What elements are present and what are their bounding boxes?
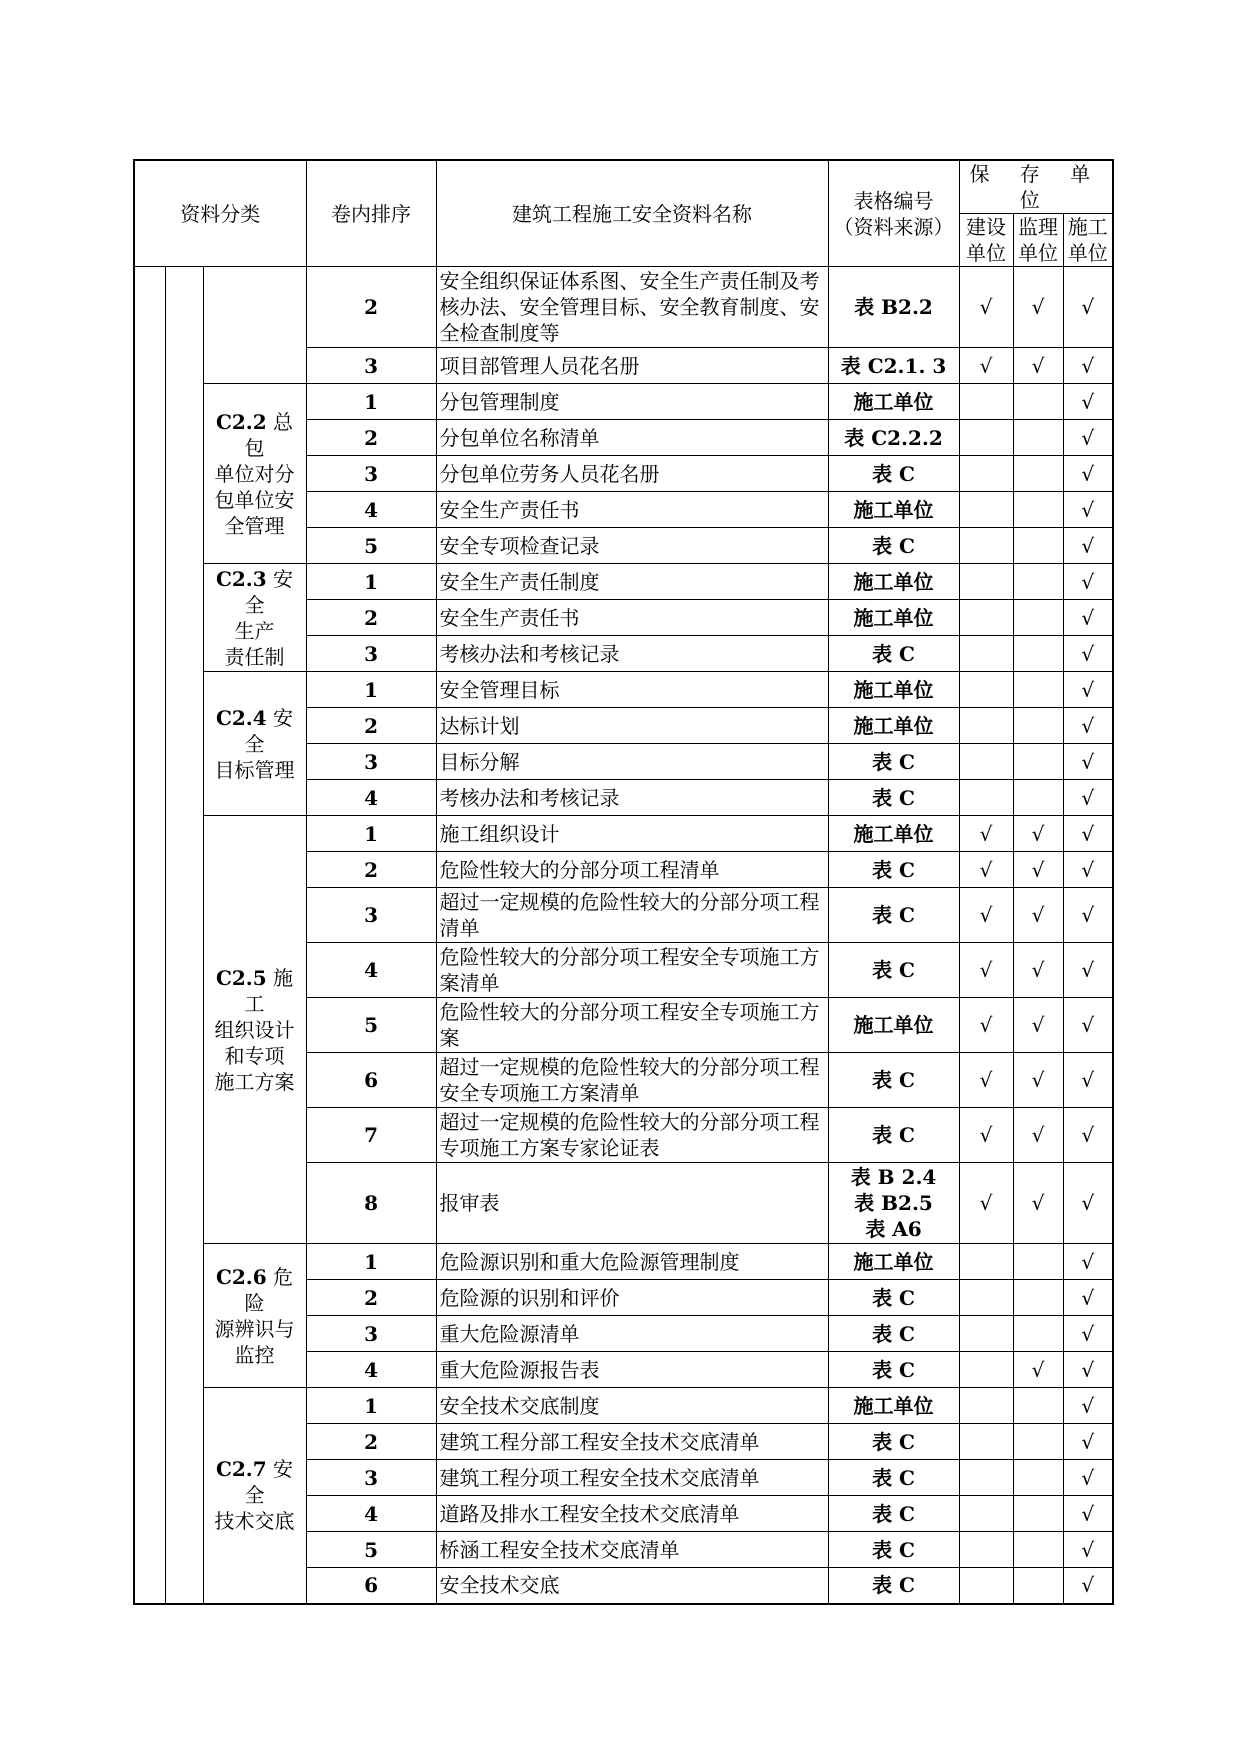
document-name: 超过一定规模的危险性较大的分部分项工程专项施工方案专家论证表 xyxy=(436,1108,828,1163)
row-number: 7 xyxy=(306,1108,436,1163)
keep-build-check: √ xyxy=(959,1053,1013,1108)
form-code-line: 表 C xyxy=(872,1501,915,1526)
keep-build-check: √ xyxy=(959,1163,1013,1244)
row-number: 1 xyxy=(306,1244,436,1280)
category-label-line: C2.6 危险 xyxy=(215,1264,294,1315)
row-number: 2 xyxy=(306,1280,436,1316)
keep-construction-check: √ xyxy=(1063,384,1113,420)
header-code xyxy=(828,160,959,267)
keep-supervision-check xyxy=(1013,384,1063,420)
form-code-line: 表 B2.5 xyxy=(854,1191,933,1215)
row-number: 3 xyxy=(306,1316,436,1352)
keep-build-check: √ xyxy=(959,943,1013,998)
document-name: 重大危险源报告表 xyxy=(436,1352,828,1388)
form-code xyxy=(828,1053,959,1108)
form-code-line: 表 B2.2 xyxy=(854,295,933,319)
keep-supervision-check: √ xyxy=(1013,888,1063,943)
row-number: 5 xyxy=(306,1532,436,1568)
form-code xyxy=(828,1280,959,1316)
form-code-line: 施工单位 xyxy=(853,1249,934,1274)
form-code xyxy=(828,600,959,636)
keep-build-check xyxy=(959,1352,1013,1388)
form-code-line: 施工单位 xyxy=(853,1013,934,1037)
header-name: 建筑工程施工安全资料名称 xyxy=(436,160,828,267)
document-name: 安全技术交底 xyxy=(436,1568,828,1604)
keep-supervision-check xyxy=(1013,1424,1063,1460)
document-name: 安全生产责任制度 xyxy=(436,564,828,600)
header-category: 资料分类 xyxy=(134,160,306,267)
keep-supervision-check xyxy=(1013,600,1063,636)
form-code-line: 表 C xyxy=(872,1573,915,1598)
document-name: 危险源识别和重大危险源管理制度 xyxy=(436,1244,828,1280)
form-code-line: 表 C xyxy=(872,641,915,666)
category-label-line: 生产 xyxy=(234,618,275,643)
document-name: 桥涵工程安全技术交底清单 xyxy=(436,1532,828,1568)
form-code-line: 施工单位 xyxy=(853,713,934,738)
keep-supervision-check xyxy=(1013,1280,1063,1316)
keep-build-check xyxy=(959,1568,1013,1604)
document-name: 超过一定规模的危险性较大的分部分项工程安全专项施工方案清单 xyxy=(436,1053,828,1108)
keep-construction-check: √ xyxy=(1063,1053,1113,1108)
table-row xyxy=(134,564,1113,600)
category-label-c26 xyxy=(203,1244,306,1388)
keep-construction-check: √ xyxy=(1063,492,1113,528)
keep-supervision-check xyxy=(1013,456,1063,492)
category-label-c24 xyxy=(203,672,306,816)
outer-category-cell xyxy=(134,267,165,1604)
form-code xyxy=(828,492,959,528)
keep-supervision-check xyxy=(1013,1316,1063,1352)
form-code-line: 表 C xyxy=(872,1537,915,1562)
keep-supervision-check xyxy=(1013,636,1063,672)
keep-supervision-check: √ xyxy=(1013,943,1063,998)
category-label-line: 包单位安 xyxy=(214,487,295,512)
row-number: 3 xyxy=(306,1460,436,1496)
form-code-line: 施工单位 xyxy=(853,821,934,846)
keep-construction-check: √ xyxy=(1063,1352,1113,1388)
document-name: 考核办法和考核记录 xyxy=(436,636,828,672)
table-row xyxy=(134,1388,1113,1424)
form-code-line: 表 A6 xyxy=(865,1217,922,1241)
keep-build-check xyxy=(959,744,1013,780)
category-code: C2.5 xyxy=(215,965,267,990)
form-code-line: 表 C xyxy=(872,1321,915,1346)
form-code xyxy=(828,672,959,708)
category-code: C2.7 xyxy=(215,1457,267,1482)
keep-supervision-check: √ xyxy=(1013,1108,1063,1163)
keep-construction-check: √ xyxy=(1063,888,1113,943)
keep-build-check: √ xyxy=(959,852,1013,888)
row-number: 4 xyxy=(306,492,436,528)
keep-supervision-check xyxy=(1013,528,1063,564)
keep-build-check xyxy=(959,636,1013,672)
form-code xyxy=(828,744,959,780)
keep-supervision-check xyxy=(1013,1496,1063,1532)
form-code-line: 表 C xyxy=(872,903,915,927)
keep-build-check: √ xyxy=(959,1108,1013,1163)
header-code-line1: 表格编号 xyxy=(853,188,934,213)
keep-construction-check: √ xyxy=(1063,816,1113,852)
keep-supervision-check xyxy=(1013,492,1063,528)
form-code xyxy=(828,1244,959,1280)
keep-construction-check: √ xyxy=(1063,943,1113,998)
keep-construction-check: √ xyxy=(1063,744,1113,780)
keep-build-check xyxy=(959,708,1013,744)
keep-build-check xyxy=(959,600,1013,636)
category-label-c22 xyxy=(203,384,306,564)
keep-supervision-check: √ xyxy=(1013,998,1063,1053)
keep-build-check xyxy=(959,384,1013,420)
document-name: 危险性较大的分部分项工程安全专项施工方案清单 xyxy=(436,943,828,998)
header-keep-supervision-line2: 单位 xyxy=(1018,241,1059,265)
form-code-line: 施工单位 xyxy=(853,389,934,414)
row-number: 8 xyxy=(306,1163,436,1244)
document-name: 项目部管理人员花名册 xyxy=(436,348,828,384)
safety-document-table xyxy=(133,159,1114,1605)
row-number: 1 xyxy=(306,672,436,708)
keep-supervision-check xyxy=(1013,1460,1063,1496)
form-code-line: 施工单位 xyxy=(853,497,934,522)
category-label-line: 技术交底 xyxy=(214,1509,295,1534)
document-name: 报审表 xyxy=(436,1163,828,1244)
keep-supervision-check: √ xyxy=(1013,1163,1063,1244)
category-label-line: 源辨识与 xyxy=(214,1316,295,1341)
row-number: 4 xyxy=(306,1352,436,1388)
keep-construction-check: √ xyxy=(1063,708,1113,744)
form-code xyxy=(828,998,959,1053)
document-name: 安全专项检查记录 xyxy=(436,528,828,564)
keep-build-check: √ xyxy=(959,998,1013,1053)
row-number: 5 xyxy=(306,998,436,1053)
document-name: 分包单位名称清单 xyxy=(436,420,828,456)
form-code-line: 表 C xyxy=(872,1285,915,1310)
keep-construction-check: √ xyxy=(1063,564,1113,600)
form-code-line: 表 C xyxy=(872,1123,915,1147)
form-code-line: 表 C xyxy=(872,958,915,982)
form-code xyxy=(828,816,959,852)
header-keep-build xyxy=(959,214,1013,267)
header-keep-supervision xyxy=(1013,214,1063,267)
document-name: 达标计划 xyxy=(436,708,828,744)
keep-construction-check: √ xyxy=(1063,348,1113,384)
keep-build-check xyxy=(959,564,1013,600)
row-number: 1 xyxy=(306,384,436,420)
keep-build-check xyxy=(959,780,1013,816)
row-number: 3 xyxy=(306,888,436,943)
row-number: 3 xyxy=(306,456,436,492)
keep-construction-check: √ xyxy=(1063,852,1113,888)
keep-supervision-check: √ xyxy=(1013,348,1063,384)
header-keep-build-line1: 建设 xyxy=(966,215,1007,239)
category-label-line: C2.4 安全 xyxy=(215,705,294,756)
row-number: 6 xyxy=(306,1568,436,1604)
form-code xyxy=(828,1316,959,1352)
category-code: C2.2 xyxy=(215,409,267,434)
form-code-line: 表 B 2.4 xyxy=(850,1165,937,1189)
keep-build-check xyxy=(959,1424,1013,1460)
form-code xyxy=(828,1460,959,1496)
form-code-line: 施工单位 xyxy=(853,1393,934,1418)
keep-build-check: √ xyxy=(959,816,1013,852)
form-code-line: 表 C xyxy=(872,1068,915,1092)
keep-construction-check: √ xyxy=(1063,780,1113,816)
form-code xyxy=(828,852,959,888)
header-code-line2: （资料来源） xyxy=(833,214,954,239)
keep-construction-check: √ xyxy=(1063,998,1113,1053)
keep-construction-check: √ xyxy=(1063,1316,1113,1352)
keep-supervision-check: √ xyxy=(1013,1053,1063,1108)
keep-construction-check: √ xyxy=(1063,1280,1113,1316)
keep-construction-check: √ xyxy=(1063,456,1113,492)
keep-build-check xyxy=(959,1532,1013,1568)
keep-build-check xyxy=(959,1244,1013,1280)
keep-supervision-check: √ xyxy=(1013,816,1063,852)
category-label-c23 xyxy=(203,564,306,672)
row-number: 2 xyxy=(306,420,436,456)
keep-supervision-check xyxy=(1013,780,1063,816)
row-number: 1 xyxy=(306,816,436,852)
form-code xyxy=(828,1496,959,1532)
form-code xyxy=(828,708,959,744)
form-code xyxy=(828,780,959,816)
keep-build-check xyxy=(959,672,1013,708)
keep-build-check xyxy=(959,1280,1013,1316)
header-keep: 保 存 单 位 xyxy=(959,160,1113,214)
form-code xyxy=(828,943,959,998)
category-label-line: C2.2 总包 xyxy=(215,409,294,460)
document-name: 危险性较大的分部分项工程清单 xyxy=(436,852,828,888)
form-code-line: 表 C xyxy=(872,785,915,810)
keep-supervision-check: √ xyxy=(1013,1352,1063,1388)
document-name: 危险源的识别和评价 xyxy=(436,1280,828,1316)
keep-build-check xyxy=(959,1460,1013,1496)
category-label-c25 xyxy=(203,816,306,1244)
document-name: 分包管理制度 xyxy=(436,384,828,420)
keep-supervision-check xyxy=(1013,672,1063,708)
category-label-line: 监控 xyxy=(234,1342,275,1367)
form-code xyxy=(828,1108,959,1163)
keep-construction-check: √ xyxy=(1063,1163,1113,1244)
form-code xyxy=(828,1568,959,1604)
row-number: 3 xyxy=(306,744,436,780)
document-name: 建筑工程分项工程安全技术交底清单 xyxy=(436,1460,828,1496)
category-label-c27 xyxy=(203,1388,306,1604)
header-keep-build-line2: 单位 xyxy=(966,241,1007,265)
category-label-line: 全管理 xyxy=(224,513,285,538)
keep-build-check: √ xyxy=(959,267,1013,348)
keep-supervision-check: √ xyxy=(1013,267,1063,348)
document-name: 建筑工程分部工程安全技术交底清单 xyxy=(436,1424,828,1460)
category-label-line: 单位对分 xyxy=(214,461,295,486)
category-label-line: 施工方案 xyxy=(214,1069,295,1094)
keep-build-check xyxy=(959,1316,1013,1352)
keep-construction-check: √ xyxy=(1063,1388,1113,1424)
keep-supervision-check xyxy=(1013,1532,1063,1568)
table-row xyxy=(134,1244,1113,1280)
document-name: 安全生产责任书 xyxy=(436,492,828,528)
keep-construction-check: √ xyxy=(1063,1424,1113,1460)
row-number: 4 xyxy=(306,1496,436,1532)
document-name: 安全生产责任书 xyxy=(436,600,828,636)
row-number: 1 xyxy=(306,1388,436,1424)
category-label-c21 xyxy=(203,267,306,384)
keep-construction-check: √ xyxy=(1063,672,1113,708)
form-code xyxy=(828,888,959,943)
form-code-line: 表 C xyxy=(872,857,915,882)
row-number: 2 xyxy=(306,267,436,348)
table-row xyxy=(134,672,1113,708)
keep-build-check xyxy=(959,1388,1013,1424)
row-number: 2 xyxy=(306,1424,436,1460)
keep-build-check xyxy=(959,492,1013,528)
row-number: 4 xyxy=(306,780,436,816)
keep-supervision-check xyxy=(1013,744,1063,780)
row-number: 1 xyxy=(306,564,436,600)
keep-build-check: √ xyxy=(959,888,1013,943)
category-label-line: 目标管理 xyxy=(214,757,295,782)
form-code xyxy=(828,1388,959,1424)
document-name: 安全组织保证体系图、安全生产责任制及考核办法、安全管理目标、安全教育制度、安全检查制度等 xyxy=(436,267,828,348)
header-row xyxy=(134,160,1113,214)
table-row xyxy=(134,384,1113,420)
header-keep-construction xyxy=(1063,214,1113,267)
form-code-line: 表 C xyxy=(872,1465,915,1490)
keep-construction-check: √ xyxy=(1063,1244,1113,1280)
row-number: 3 xyxy=(306,348,436,384)
keep-construction-check: √ xyxy=(1063,636,1113,672)
document-name: 道路及排水工程安全技术交底清单 xyxy=(436,1496,828,1532)
category-label-line: C2.7 安全 xyxy=(215,1457,294,1508)
keep-supervision-check: √ xyxy=(1013,852,1063,888)
keep-build-check xyxy=(959,528,1013,564)
form-code xyxy=(828,456,959,492)
form-code-line: 施工单位 xyxy=(853,569,934,594)
document-name: 重大危险源清单 xyxy=(436,1316,828,1352)
row-number: 4 xyxy=(306,943,436,998)
category-label-line: C2.5 施工 xyxy=(215,965,294,1016)
document-name: 超过一定规模的危险性较大的分部分项工程清单 xyxy=(436,888,828,943)
form-code-line: 表 C xyxy=(872,533,915,558)
row-number: 5 xyxy=(306,528,436,564)
row-number: 3 xyxy=(306,636,436,672)
form-code-line: 施工单位 xyxy=(853,677,934,702)
keep-construction-check: √ xyxy=(1063,420,1113,456)
form-code xyxy=(828,1424,959,1460)
category-code: C2.4 xyxy=(215,705,267,730)
category-code: C2.6 xyxy=(215,1264,267,1289)
header-keep-supervision-line1: 监理 xyxy=(1018,215,1059,239)
keep-construction-check: √ xyxy=(1063,1532,1113,1568)
form-code xyxy=(828,267,959,348)
form-code xyxy=(828,1163,959,1244)
form-code xyxy=(828,564,959,600)
keep-supervision-check xyxy=(1013,708,1063,744)
form-code-line: 表 C xyxy=(872,1429,915,1454)
inner-category-cell xyxy=(165,267,203,1604)
form-code-line: 表 C xyxy=(872,749,915,774)
form-code xyxy=(828,1352,959,1388)
keep-supervision-check xyxy=(1013,420,1063,456)
row-number: 2 xyxy=(306,852,436,888)
keep-supervision-check xyxy=(1013,1388,1063,1424)
document-name: 危险性较大的分部分项工程安全专项施工方案 xyxy=(436,998,828,1053)
form-code xyxy=(828,420,959,456)
header-order: 卷内排序 xyxy=(306,160,436,267)
keep-construction-check: √ xyxy=(1063,1568,1113,1604)
header-keep-construction-line2: 单位 xyxy=(1067,241,1108,265)
header-keep-construction-line1: 施工 xyxy=(1067,215,1108,239)
document-name: 目标分解 xyxy=(436,744,828,780)
document-name: 安全管理目标 xyxy=(436,672,828,708)
form-code xyxy=(828,1532,959,1568)
document-name: 考核办法和考核记录 xyxy=(436,780,828,816)
row-number: 2 xyxy=(306,708,436,744)
form-code xyxy=(828,528,959,564)
keep-build-check xyxy=(959,456,1013,492)
category-code: C2.3 xyxy=(215,566,267,591)
keep-build-check xyxy=(959,1496,1013,1532)
form-code-line: 施工单位 xyxy=(853,605,934,630)
category-label-line: 组织设计 xyxy=(214,1017,295,1042)
form-code xyxy=(828,348,959,384)
form-code-line: 表 C2.1. 3 xyxy=(840,353,947,378)
form-code-line: 表 C2.2.2 xyxy=(844,425,943,450)
table-row xyxy=(134,816,1113,852)
keep-construction-check: √ xyxy=(1063,1460,1113,1496)
document-name: 施工组织设计 xyxy=(436,816,828,852)
form-code-line: 表 C xyxy=(872,1357,915,1382)
document-name: 分包单位劳务人员花名册 xyxy=(436,456,828,492)
category-label-line: 和专项 xyxy=(224,1043,285,1068)
keep-supervision-check xyxy=(1013,1244,1063,1280)
keep-construction-check: √ xyxy=(1063,267,1113,348)
keep-supervision-check xyxy=(1013,1568,1063,1604)
category-label-line: 责任制 xyxy=(224,644,285,669)
category-label-line: C2.3 安全 xyxy=(215,566,294,617)
document-name: 安全技术交底制度 xyxy=(436,1388,828,1424)
keep-construction-check: √ xyxy=(1063,600,1113,636)
row-number: 2 xyxy=(306,600,436,636)
keep-build-check xyxy=(959,420,1013,456)
form-code xyxy=(828,384,959,420)
row-number: 6 xyxy=(306,1053,436,1108)
keep-supervision-check xyxy=(1013,564,1063,600)
keep-construction-check: √ xyxy=(1063,528,1113,564)
keep-construction-check: √ xyxy=(1063,1108,1113,1163)
keep-build-check: √ xyxy=(959,348,1013,384)
table-row xyxy=(134,267,1113,348)
form-code-line: 表 C xyxy=(872,461,915,486)
keep-construction-check: √ xyxy=(1063,1496,1113,1532)
form-code xyxy=(828,636,959,672)
